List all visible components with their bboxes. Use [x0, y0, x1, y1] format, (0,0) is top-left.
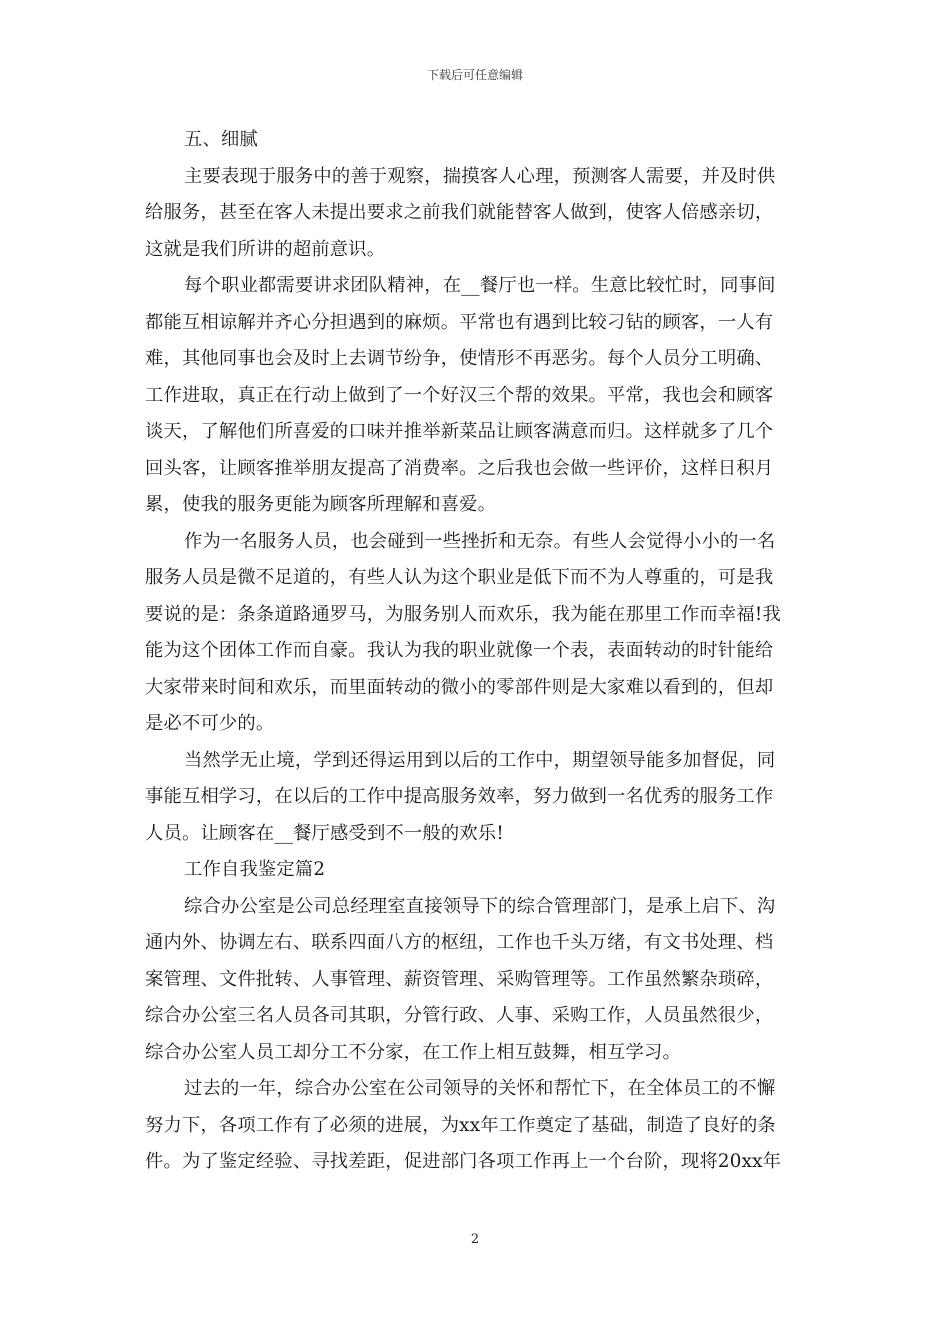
text-line: 案管理、文件批转、人事管理、薪资管理、采购管理等。工作虽然繁杂琐碎，	[145, 968, 774, 990]
text-line: 五、细腻	[184, 129, 258, 150]
text-line: 能为这个团体工作而自豪。我认为我的职业就像一个表，表面转动的时针能给	[145, 640, 774, 661]
text-line: 作为一名服务人员，也会碰到一些挫折和无奈。有些人会觉得小小的一名	[184, 530, 776, 552]
page-number: 2	[470, 1232, 480, 1247]
text-line: 过去的一年，综合办公室在公司领导的关怀和帮忙下，在全体员工的不懈	[184, 1078, 776, 1099]
text-line: 谈天，了解他们所喜爱的口味并推举新菜品让顾客满意而归。这样就多了几个	[145, 421, 774, 442]
text-line: 主要表现于服务中的善于观察，揣摸客人心理，预测客人需要，并及时供	[184, 165, 776, 187]
text-line: 是必不可少的。	[145, 713, 275, 734]
text-line: 每个职业都需要讲求团队精神，在__餐厅也一样。生意比较忙时，同事间	[184, 275, 776, 296]
text-line: 人员。让顾客在__餐厅感受到不一般的欢乐!	[145, 822, 504, 844]
page-header: 下载后可任意编辑	[426, 68, 523, 82]
text-line: 通内外、协调左右、联系四面八方的枢纽，工作也千头万绪，有文书处理、档	[145, 932, 774, 953]
text-line: 综合办公室人员工却分工不分家，在工作上相互鼓舞，相互学习。	[145, 1041, 681, 1063]
text-line: 服务人员是微不足道的，有些人认为这个职业是低下而不为人尊重的，可是我	[145, 567, 774, 588]
text-line: 这就是我们所讲的超前意识。	[145, 238, 386, 260]
text-line: 综合办公室是公司总经理室直接领导下的综合管理部门，是承上启下、沟	[184, 895, 776, 917]
text-line: 回头客，让顾客推举朋友提高了消费率。之后我也会做一些评价，这样日积月	[145, 457, 774, 479]
text-line: 件。为了鉴定经验、寻找差距，促进部门各项工作再上一个台阶，现将20xx年	[145, 1151, 782, 1172]
text-line: 综合办公室三名人员各司其职，分管行政、人事、采购工作，人员虽然很少，	[145, 1005, 774, 1026]
text-line: 给服务，甚至在客人未提出要求之前我们就能替客人做到，使客人倍感亲切，	[145, 202, 774, 223]
text-line: 大家带来时间和欢乐，而里面转动的微小的零部件则是大家难以看到的，但却	[145, 676, 774, 698]
text-line: 工作自我鉴定篇2	[184, 859, 326, 880]
text-line: 累，使我的服务更能为顾客所理解和喜爱。	[145, 494, 497, 515]
text-line: 当然学无止境，学到还得运用到以后的工作中，期望领导能多加督促，同	[184, 749, 776, 771]
text-line: 难，其他同事也会及时上去调节纷争，使情形不再恶劣。每个人员分工明确、	[145, 348, 774, 369]
text-line: 要说的是：条条道路通罗马，为服务别人而欢乐，我为能在那里工作而幸福!我	[145, 603, 781, 625]
text-line: 都能互相谅解并齐心分担遇到的麻烦。平常也有遇到比较刁钻的顾客，一人有	[145, 311, 774, 333]
text-line: 努力下，各项工作有了必须的进展，为xx年工作奠定了基础，制造了良好的条	[145, 1114, 776, 1136]
text-line: 事能互相学习，在以后的工作中提高服务效率，努力做到一名优秀的服务工作	[145, 786, 774, 807]
text-line: 工作进取，真正在行动上做到了一个好汉三个帮的效果。平常，我也会和顾客	[145, 384, 774, 406]
document-body	[145, 122, 807, 1181]
